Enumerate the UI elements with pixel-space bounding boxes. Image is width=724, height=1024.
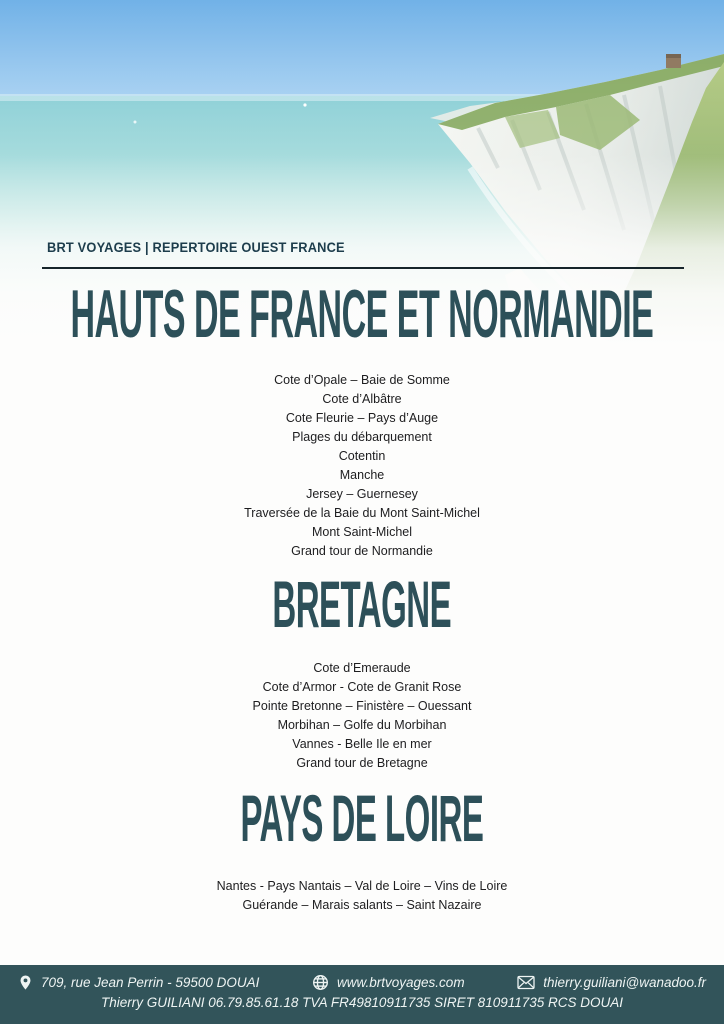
list-item: Cote Fleurie – Pays d’Auge (285, 411, 439, 425)
footer-website[interactable] (312, 974, 465, 991)
envelope-icon (517, 975, 535, 990)
hero-section (0, 0, 724, 352)
list-item: Cote d’Emeraude (313, 661, 411, 675)
list-item: Morbihan – Golfe du Morbihan (277, 718, 447, 732)
section-title: PAYS DE LOIRE (240, 781, 484, 855)
list-item: Grand tour de Bretagne (296, 756, 428, 770)
list-item: Manche (339, 468, 385, 482)
list-item: Mont Saint-Michel (311, 525, 413, 539)
list-item: Cotentin (338, 449, 386, 463)
page-title: HAUTS DE FRANCE ET NORMANDIE (70, 276, 654, 352)
globe-icon (312, 974, 329, 991)
footer-address-text: 709, rue Jean Perrin - 59500 DOUAI (41, 975, 260, 990)
brand-eyebrow: BRT VOYAGES | REPERTOIRE OUEST FRANCE (47, 240, 345, 255)
contact-footer (0, 965, 724, 1024)
destination-list-bretagne (0, 659, 724, 773)
list-item: Nantes - Pays Nantais – Val de Loire – Vins de Loire (216, 879, 508, 893)
footer-website-link[interactable]: www.brtvoyages.com (337, 975, 465, 990)
list-item: Jersey – Guernesey (306, 487, 418, 501)
location-pin-icon (18, 974, 33, 991)
footer-contact-row (0, 965, 724, 991)
footer-email-link[interactable]: thierry.guiliani@wanadoo.fr (543, 975, 706, 990)
list-item: Plages du débarquement (292, 430, 432, 444)
header-divider (42, 267, 684, 269)
section-heading-bretagne (0, 567, 724, 641)
list-item: Grand tour de Normandie (291, 544, 433, 558)
list-item: Pointe Bretonne – Finistère – Ouessant (252, 699, 472, 713)
content-area (0, 345, 724, 915)
destination-list-hauts-de-france (0, 371, 724, 561)
list-item: Cote d’Albâtre (322, 392, 402, 406)
section-heading-hauts-de-france (0, 276, 724, 352)
list-item: Cote d’Opale – Baie de Somme (274, 373, 450, 387)
footer-legal-line: Thierry GUILIANI 06.79.85.61.18 TVA FR49810911735 SIRET 810911735 RCS DOUAI (100, 995, 624, 1010)
section-heading-pays-de-loire (0, 781, 724, 855)
footer-email[interactable] (517, 975, 706, 990)
list-item: Vannes - Belle Ile en mer (292, 737, 432, 751)
destination-list-pays-de-loire (0, 877, 724, 915)
list-item: Cote d’Armor - Cote de Granit Rose (262, 680, 462, 694)
footer-address (18, 974, 259, 991)
list-item: Guérande – Marais salants – Saint Nazaire (242, 898, 482, 912)
list-item: Traversée de la Baie du Mont Saint-Michel (244, 506, 480, 520)
section-title: BRETAGNE (272, 567, 452, 641)
